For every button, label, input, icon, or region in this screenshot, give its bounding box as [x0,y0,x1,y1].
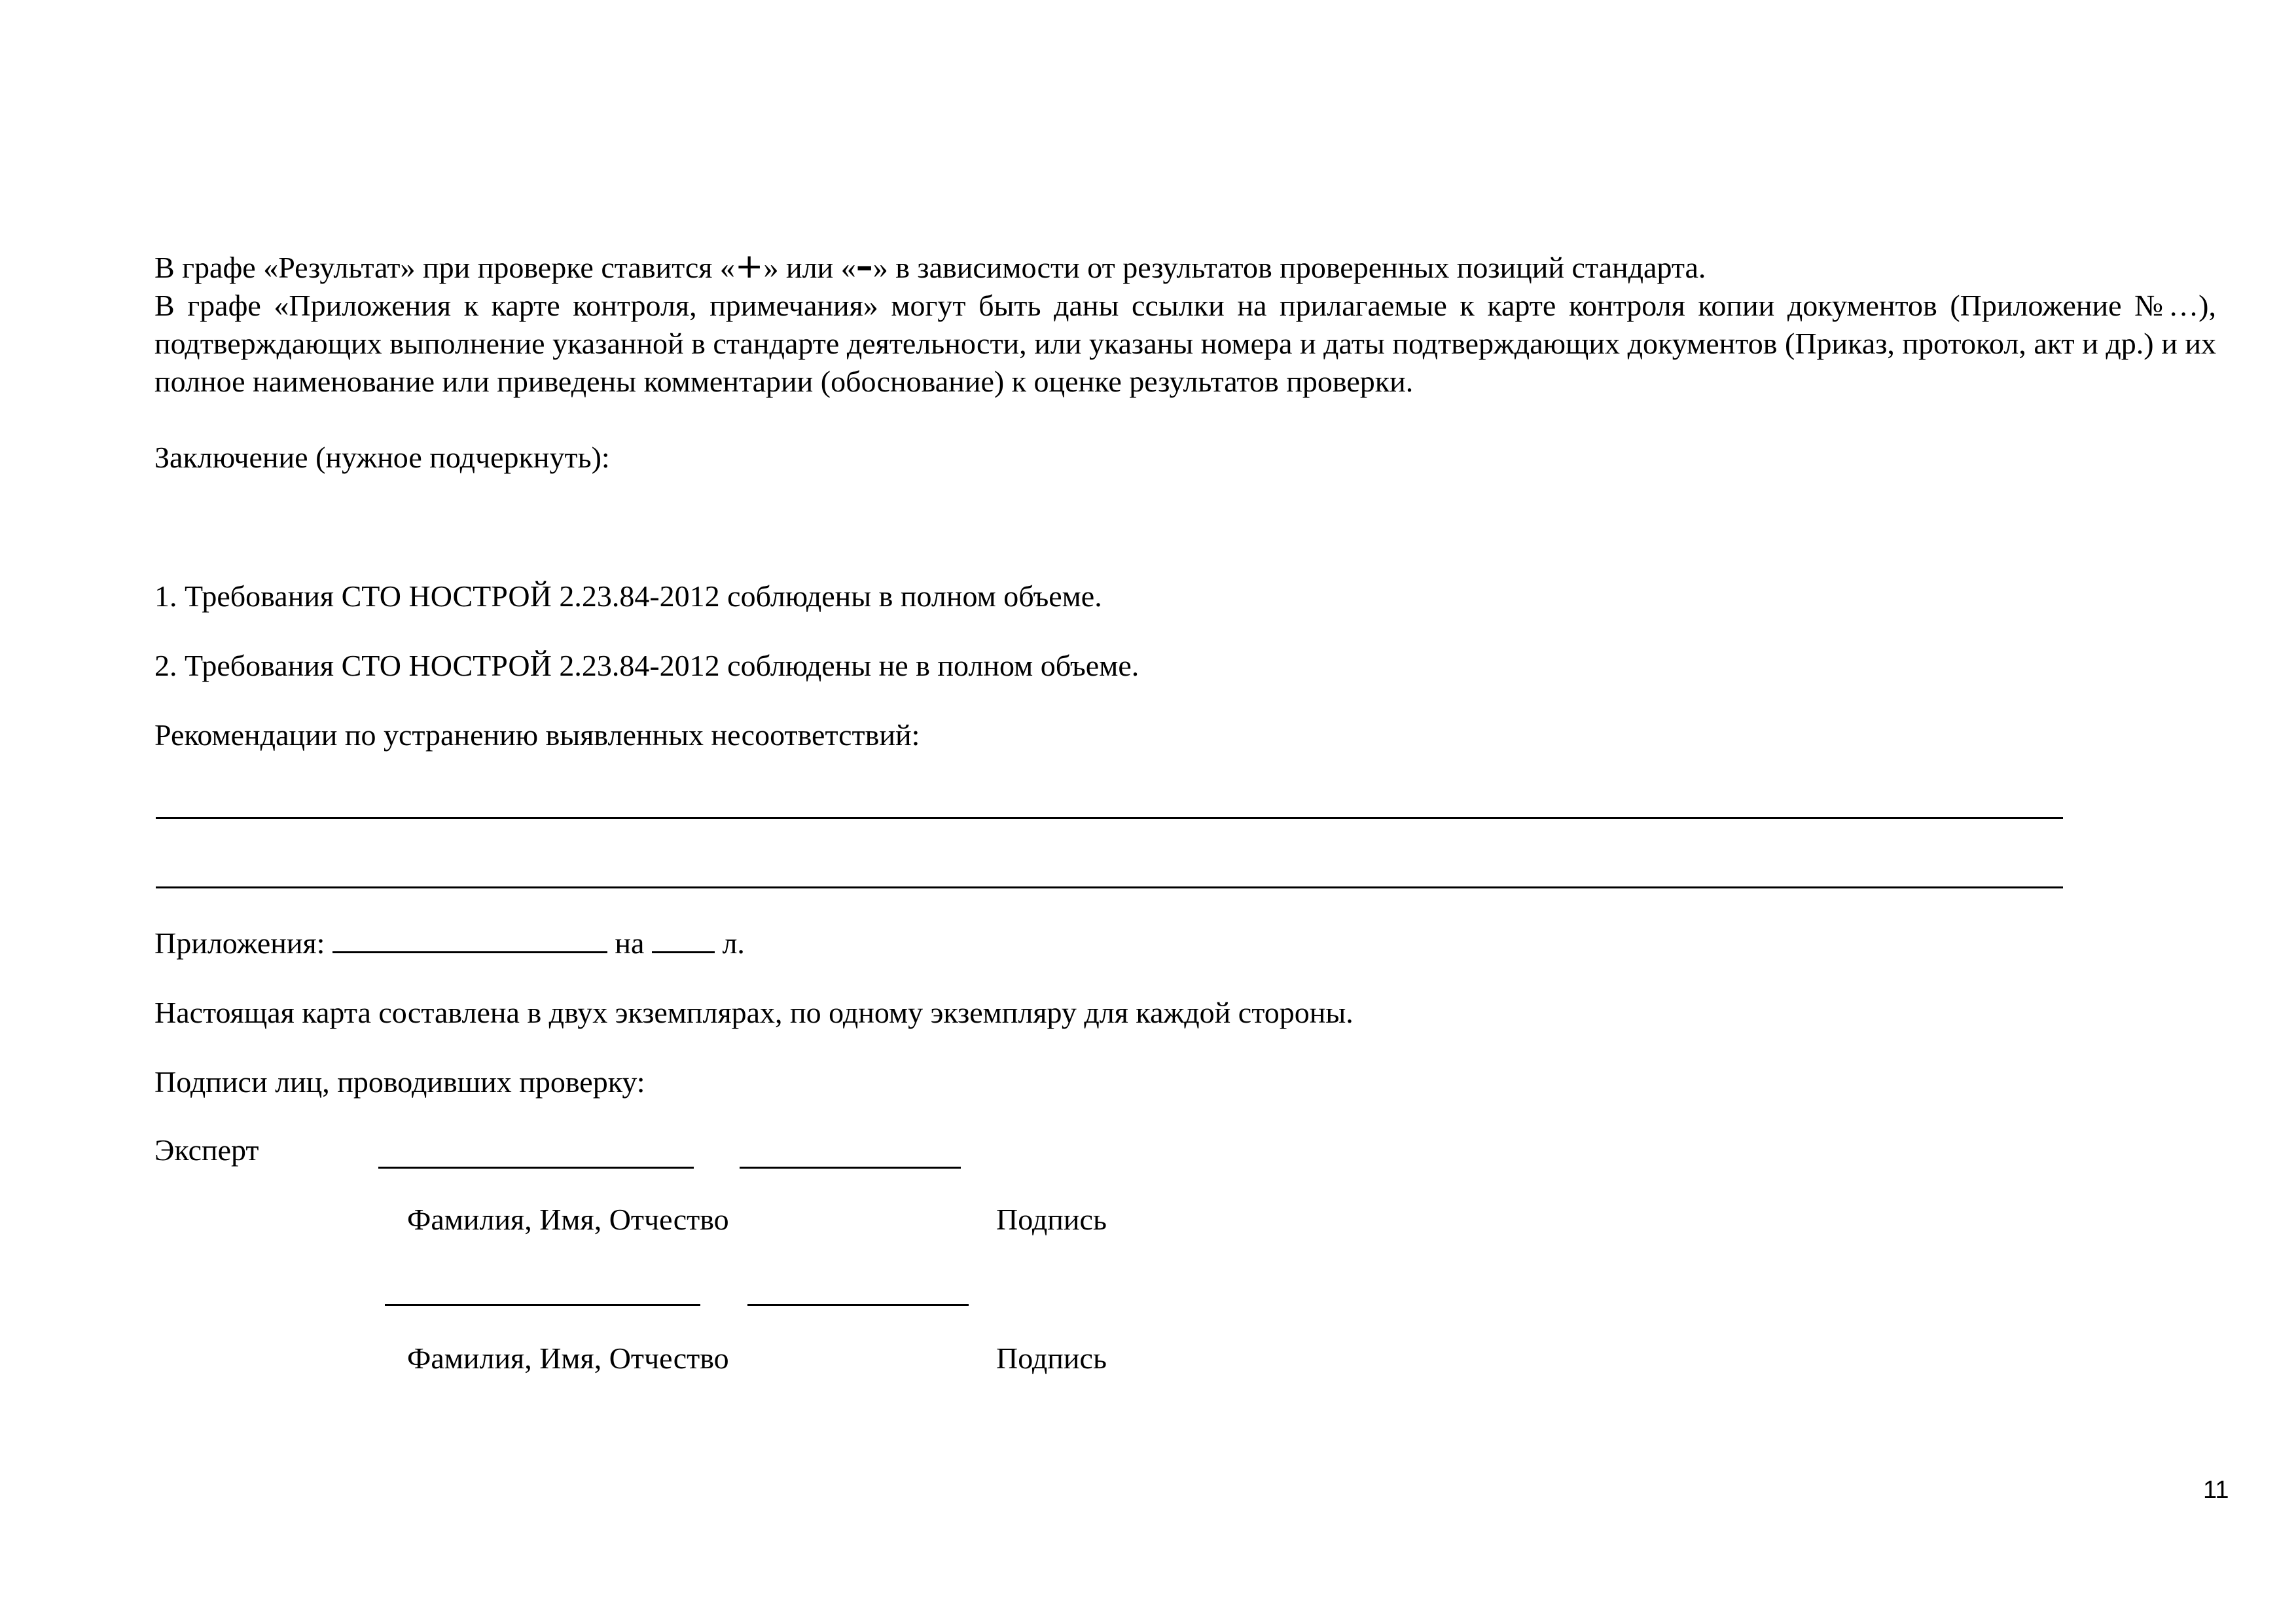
second-fio-line [385,1304,700,1306]
result-instruction-part-1: В графе «Результат» при проверке ставится « [154,251,735,284]
expert-signature-line-1 [740,1167,961,1169]
sheets-label: л. [722,926,745,960]
sheets-count-blank [652,925,715,953]
expert-fio-line-1 [378,1167,694,1169]
conclusion-heading: Заключение (нужное подчеркнуть): [154,441,610,474]
second-signature-line [747,1304,969,1306]
attachments-blank [332,925,607,953]
recommendations-line-1 [156,817,2063,819]
conclusion-option-partial-compliance: 2. Требования СТО НОСТРОЙ 2.23.84-2012 соблюдены не в полном объеме. [154,649,1139,682]
attachments-label: Приложения: [154,926,325,960]
recommendations-line-2 [156,886,2063,888]
minus-symbol: – [855,247,873,286]
result-instruction-part-2: » или « [763,251,856,284]
plus-symbol: + [734,247,764,286]
result-column-instruction [154,247,1706,287]
signature-caption-1: Подпись [996,1203,1107,1236]
attachments-row [154,924,745,962]
signature-caption-2: Подпись [996,1341,1107,1375]
page-number: 11 [2203,1476,2229,1504]
attachments-on-label: на [615,926,645,960]
fio-caption-1: Фамилия, Имя, Отчество [407,1203,729,1236]
fio-caption-2: Фамилия, Имя, Отчество [407,1341,729,1375]
expert-label: Эксперт [154,1133,259,1167]
signatures-heading: Подписи лиц, проводивших проверку: [154,1065,645,1099]
copies-statement: Настоящая карта составлена в двух экземплярах, по одному экземпляру для каждой стороны. [154,996,1354,1029]
attachments-column-instruction: В графе «Приложения к карте контроля, примечания» могут быть даны ссылки на прилагаемые к карте контроля копии документов (Приложение №…), подтверждающих выполнение указанной в стандарте деятельности, или указаны номера и даты подтверждающих документов (Приказ, протокол, акт и др.) и их полное наименование или приведены комментарии (обоснование) к оценке результатов проверки. [154,289,2216,398]
recommendations-heading: Рекомендации по устранению выявленных несоответствий: [154,718,920,752]
result-instruction-part-3: » в зависимости от результатов проверенных позиций стандарта. [872,251,1706,284]
conclusion-option-full-compliance: 1. Требования СТО НОСТРОЙ 2.23.84-2012 соблюдены в полном объеме. [154,579,1102,613]
